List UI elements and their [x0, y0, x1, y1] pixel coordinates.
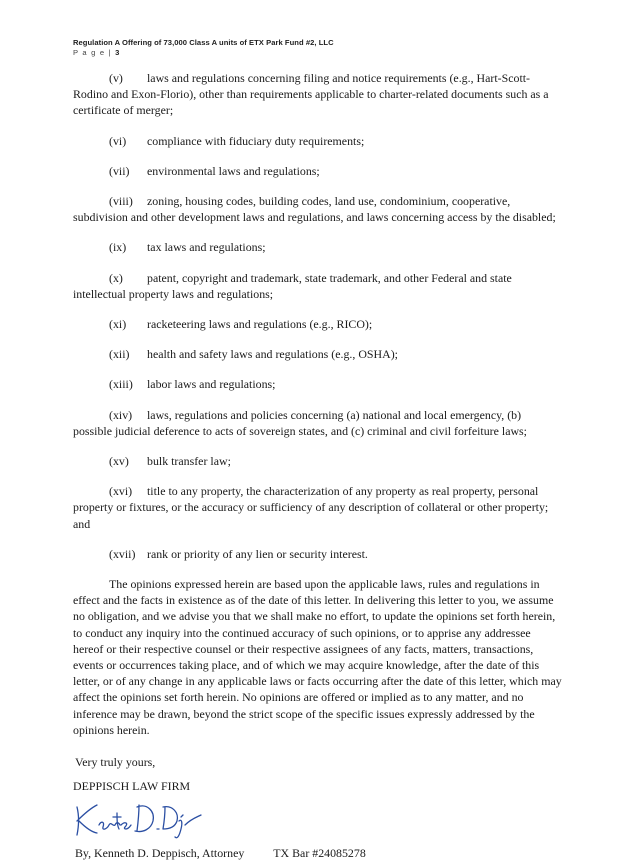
- list-item: [73, 163, 563, 179]
- bar-number: TX Bar #24085278: [273, 845, 366, 860]
- list-item: [73, 407, 563, 439]
- item-number: (viii): [109, 194, 133, 209]
- document-body: [73, 70, 563, 861]
- list-item: [73, 316, 563, 332]
- item-text: tax laws and regulations;: [147, 240, 266, 255]
- list-item: [73, 346, 563, 362]
- item-text: compliance with fiduciary duty requirements;: [147, 133, 365, 148]
- item-number: (xiii): [109, 377, 133, 392]
- item-text: health and safety laws and regulations (e.g., OSHA);: [147, 347, 398, 362]
- item-number: (xii): [109, 347, 130, 362]
- item-number: (x): [109, 270, 123, 285]
- closing-paragraph: The opinions expressed herein are based upon the applicable laws, rules and regulations in effect and the facts in existence as of the date of this letter. In delivering this letter to you, we assume no obligation, and we advise you that we shall make no effort, to update the opinions set forth herein, to conduct any inquiry into the continued accuracy of such opinions, or to apprise any addressee hereof or their respective counsel or their respective assignees of any facts, matters, transactions, events or occurrences taking place, and of which we may acquire knowledge, after the date of this letter, or of any change in any applicable laws or facts occurring after the date of this letter, which may affect the opinions set forth herein. No opinions are offered or implied as to any matter, and no inference may be drawn, beyond the strict scope of the specific issues expressly addressed by the opinions herein.: [73, 577, 562, 737]
- list-item: [73, 546, 563, 562]
- item-number: (vi): [109, 133, 127, 148]
- item-text: environmental laws and regulations;: [147, 163, 320, 178]
- item-text: laws and regulations concerning filing and notice requirements (e.g., Hart-Scott-Rodino and Exon-Florio), other than requirements applicable to charter-related documents such as a certificate of merger;: [73, 71, 549, 118]
- signatory-line: [73, 845, 563, 861]
- list-item: [73, 239, 563, 255]
- item-number: (xi): [109, 317, 127, 332]
- item-text: racketeering laws and regulations (e.g., RICO);: [147, 317, 373, 332]
- list-item: [73, 483, 563, 532]
- list-item: [73, 376, 563, 392]
- item-text: bulk transfer law;: [147, 454, 231, 469]
- item-number: (ix): [109, 240, 127, 255]
- item-number: (xiv): [109, 407, 133, 422]
- page-header: [73, 38, 334, 58]
- list-item: [73, 453, 563, 469]
- document-title: Regulation A Offering of 73,000 Class A units of ETX Park Fund #2, LLC: [73, 38, 334, 47]
- list-item: [73, 193, 563, 225]
- page-indicator: P a g e | 3: [73, 48, 120, 57]
- item-number: (xv): [109, 454, 129, 469]
- item-text: labor laws and regulations;: [147, 377, 276, 392]
- page-label: P a g e: [73, 48, 106, 57]
- item-text: rank or priority of any lien or security interest.: [147, 546, 368, 561]
- item-number: (xvi): [109, 484, 133, 499]
- valediction: Very truly yours,: [75, 755, 156, 770]
- signatory-name: By, Kenneth D. Deppisch, Attorney: [75, 845, 245, 860]
- item-text: patent, copyright and trademark, state trademark, and other Federal and state intellectual property laws and regulations;: [73, 270, 512, 301]
- page-number: 3: [115, 48, 120, 57]
- firm-name: DEPPISCH LAW FIRM: [73, 779, 191, 794]
- item-number: (xvii): [109, 546, 136, 561]
- handwritten-signature: [73, 799, 203, 841]
- item-text: title to any property, the characterization of any property as real property, personal property or fixtures, or the accuracy or sufficiency of any description of collateral or other property; and: [73, 484, 549, 531]
- item-number: (vii): [109, 163, 130, 178]
- item-number: (v): [109, 71, 123, 85]
- list-item: [73, 270, 563, 302]
- list-item: [73, 70, 563, 119]
- item-text: zoning, housing codes, building codes, land use, condominium, cooperative, subdivision and other development laws and regulations, and laws concerning access by the disabled;: [73, 194, 556, 225]
- signature-block: [73, 754, 563, 861]
- list-item: [73, 133, 563, 149]
- item-text: laws, regulations and policies concerning (a) national and local emergency, (b) possible judicial deference to acts of sovereign states, and (c) criminal and civil forfeiture laws;: [73, 407, 527, 438]
